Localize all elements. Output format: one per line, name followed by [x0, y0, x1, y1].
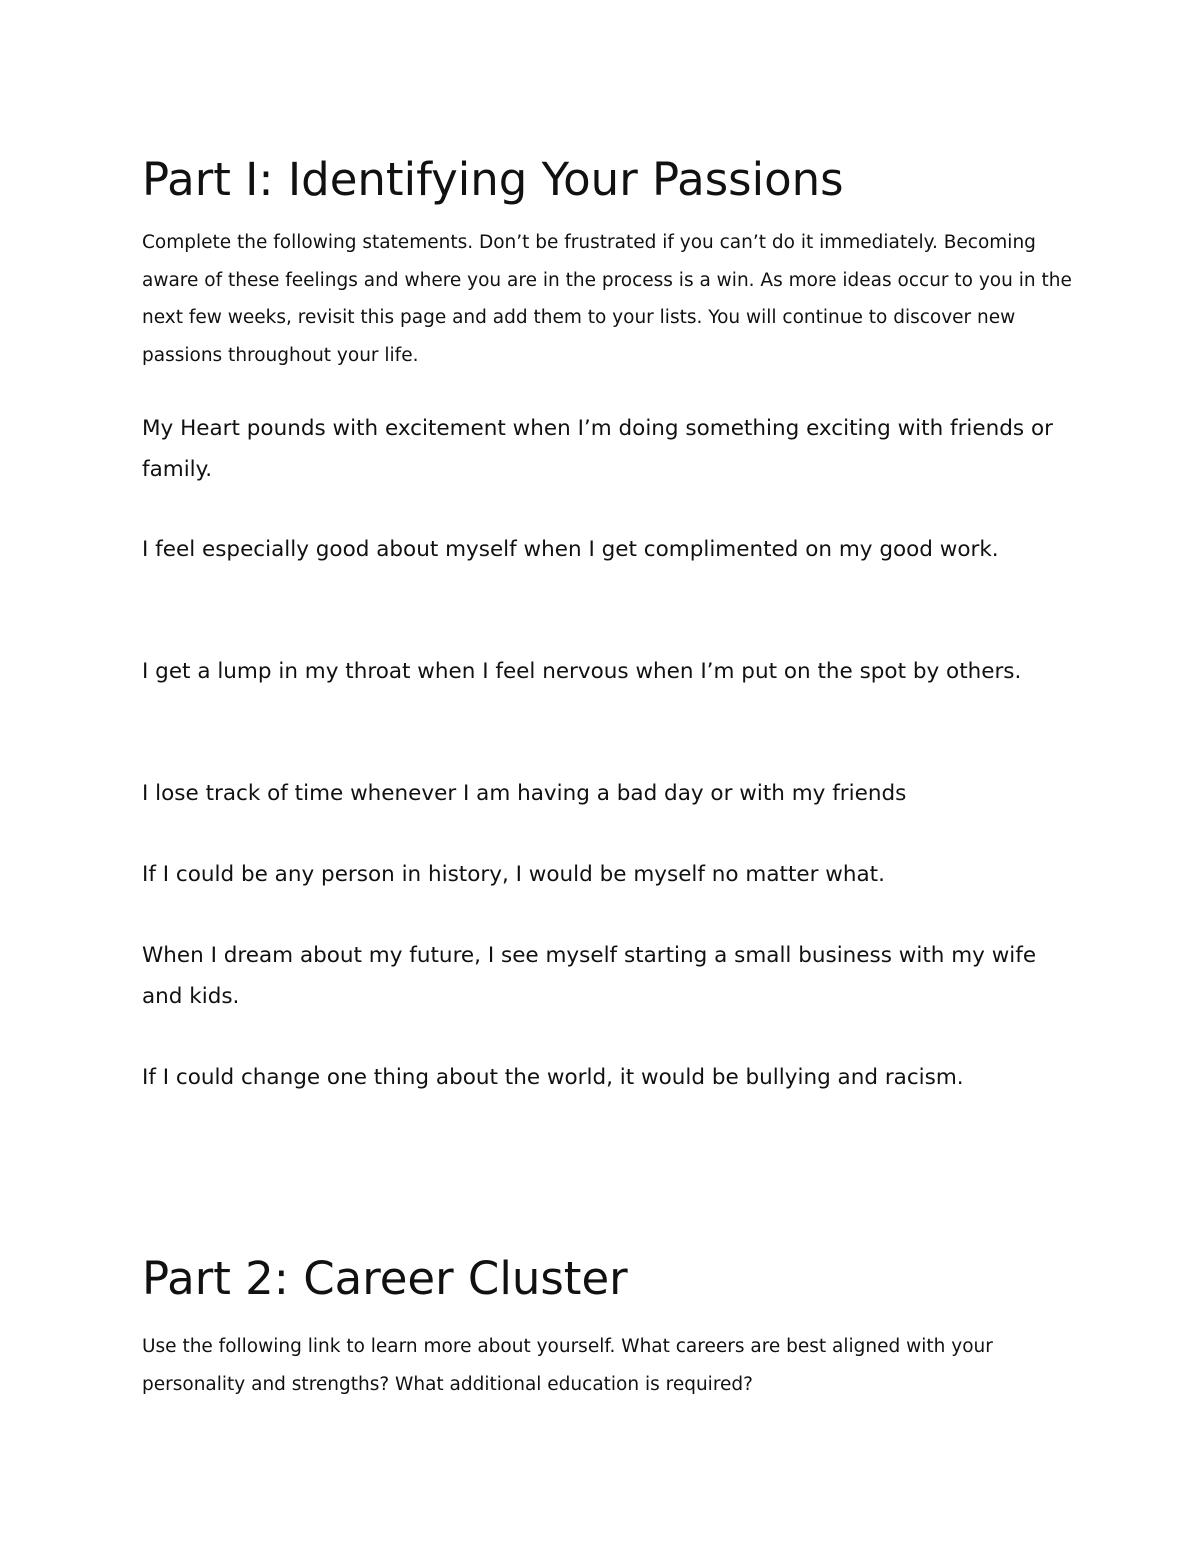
- part2-title: Part 2: Career Cluster: [142, 1252, 628, 1305]
- statement-lump-in-throat: I get a lump in my throat when I feel nervous when I’m put on the spot by others.: [142, 659, 1022, 684]
- part1-title: Part I: Identifying Your Passions: [142, 153, 844, 206]
- statement-person-in-history: If I could be any person in history, I would be myself no matter what.: [142, 862, 885, 887]
- statement-change-world: If I could change one thing about the world, it would be bullying and racism.: [142, 1065, 964, 1090]
- statement-lose-track-of-time: I lose track of time whenever I am having a bad day or with my friends: [142, 781, 907, 806]
- statement-heart-pounds: My Heart pounds with excitement when I’m doing something exciting with friends or family.: [142, 416, 1053, 482]
- part1-intro: Complete the following statements. Don’t be frustrated if you can’t do it immediately. Becoming aware of these feelings and where you are in the process is a win. As more ideas occur to you in the next few weeks, revisit this page and add them to your lists. You will continue to discover new passions throughout your life.: [142, 232, 1072, 366]
- part2-intro: Use the following link to learn more about yourself. What careers are best aligned with your personality and strengths? What additional education is required?: [142, 1336, 993, 1395]
- statement-dream-future: When I dream about my future, I see myself starting a small business with my wife and kids.: [142, 943, 1037, 1009]
- statement-feel-good: I feel especially good about myself when I get complimented on my good work.: [142, 537, 999, 562]
